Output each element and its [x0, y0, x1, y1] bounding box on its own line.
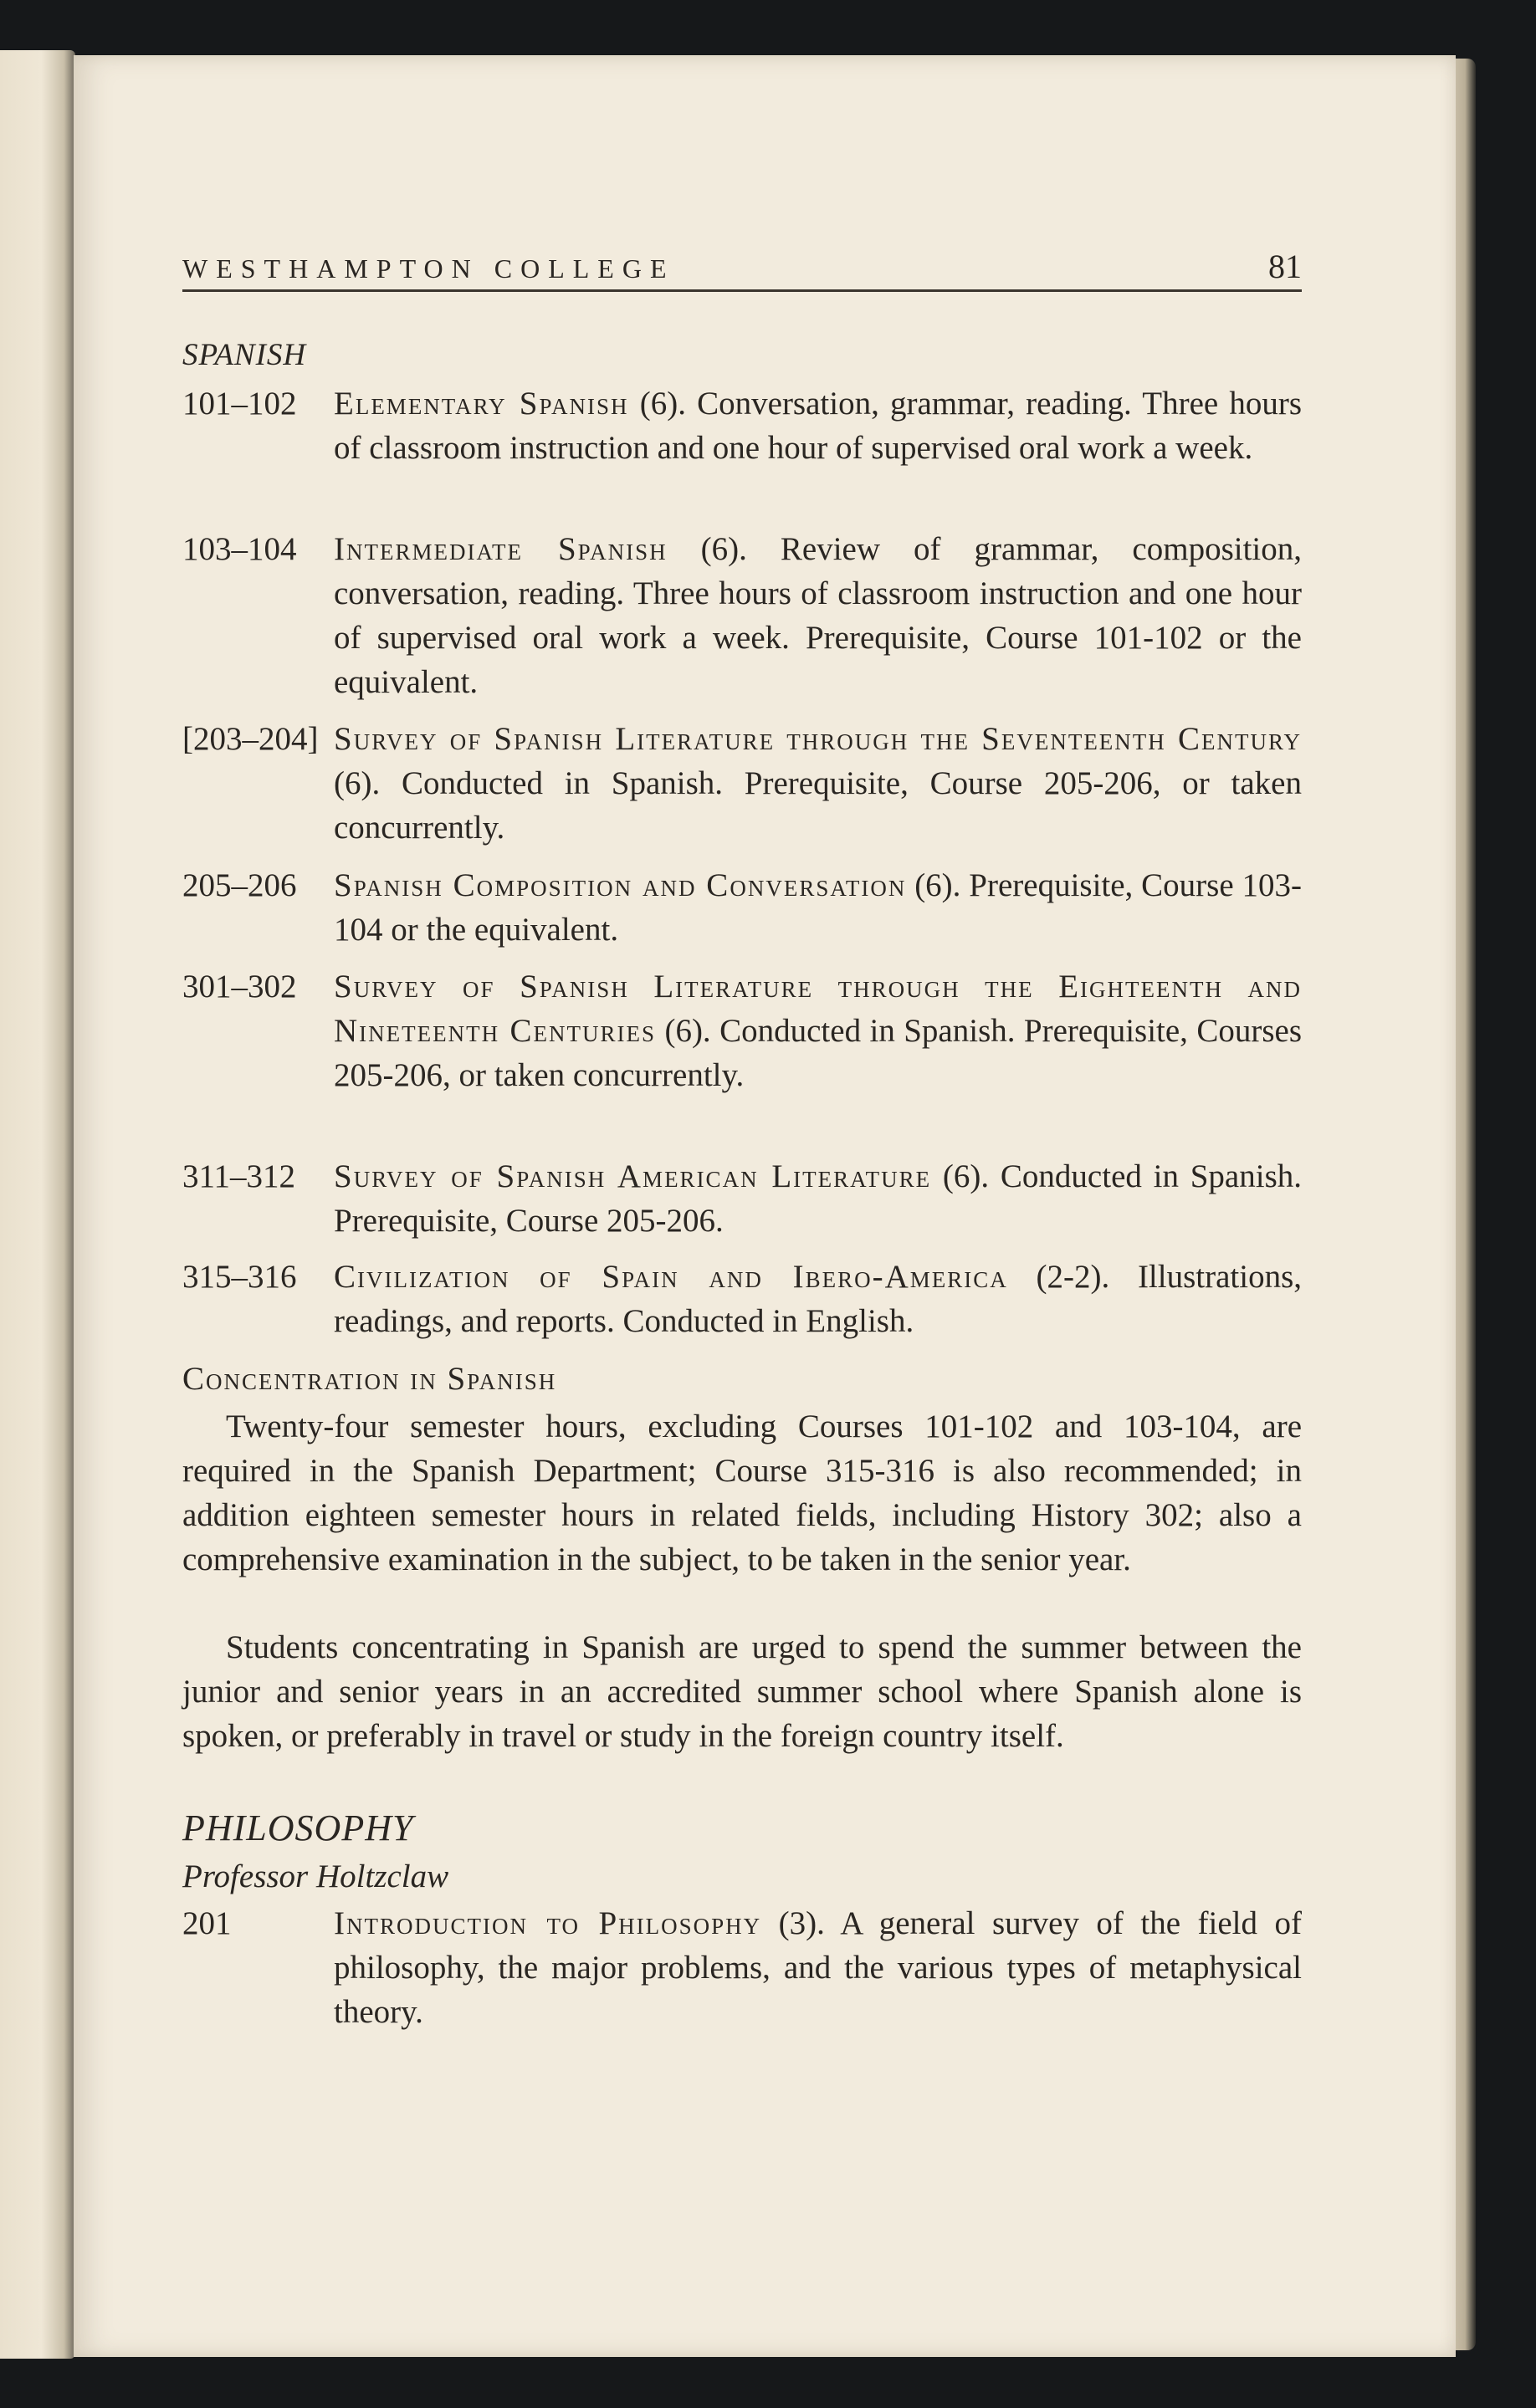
concentration-advice: Students concentrating in Spanish are urged to spend the summer between the junior and senior years in an accredited summer school where Spanish alone is spoken, or preferably in travel or study in the foreign country itself. — [182, 1629, 1302, 1754]
course-description: Conducted in Spanish. Prerequisite, Course 205-206, or taken concurrently. — [334, 765, 1302, 846]
concentration-requirements: Twenty-four semester hours, excluding Courses 101-102 and 103-104, are required in the Spanish Department; Course 315-316 is also recommended; in addition eighteen semester hours in related fields, including History 302; also a comprehensive examination in the subject, to be taken in the senior year. — [182, 1409, 1302, 1577]
professor-name: Professor Holtzclaw — [182, 1858, 449, 1894]
course-description: Illustrations, readings, and reports. Conducted in English. — [334, 1259, 1303, 1339]
course-title: Survey of Spanish Literature through the Eighteenth and Nineteenth Centuries — [334, 969, 1302, 1049]
course-credits: (3). — [778, 1905, 825, 1941]
course-title: Introduction to Philosophy — [334, 1905, 762, 1941]
course-number: 103–104 — [182, 531, 297, 567]
course-title: Elementary Spanish — [334, 386, 629, 422]
course-entry — [182, 1901, 1302, 2034]
course-number: 311–312 — [182, 1158, 296, 1194]
section-heading-philosophy: PHILOSOPHY — [182, 1807, 414, 1848]
course-title: Spanish Composition and Conversation — [334, 867, 907, 903]
running-head-title: WESTHAMPTON COLLEGE — [182, 253, 675, 284]
course-credits: (6). — [664, 1013, 711, 1049]
running-head — [182, 239, 1302, 292]
course-description: Prerequisite, Course 103-104 or the equivalent. — [334, 867, 1302, 948]
course-number: 315–316 — [182, 1259, 297, 1295]
course-description: Conversation, grammar, reading. Three hours of classroom instruction and one hour of supervised oral work a week. — [334, 386, 1303, 466]
course-number: 301–302 — [182, 969, 297, 1005]
course-number: 201 — [182, 1905, 232, 1941]
course-number: 205–206 — [182, 867, 297, 903]
course-description: Review of grammar, composition, conversation, reading. Three hours of classroom instruction and one hour of supervised oral work a week. Prerequisite, Course 101-102 or the equivalent. — [334, 531, 1302, 700]
course-description: Conducted in Spanish. Prerequisite, Courses 205-206, or taken concurrently. — [334, 1013, 1303, 1093]
course-credits: (6). — [700, 531, 747, 567]
book-page — [74, 55, 1456, 2357]
course-credits: (2-2). — [1036, 1259, 1110, 1295]
page-number: 81 — [1268, 248, 1302, 285]
course-credits: (6). — [334, 765, 381, 801]
course-entry — [182, 863, 1302, 952]
course-credits: (6). — [639, 386, 686, 422]
course-credits: (6). — [914, 867, 961, 903]
course-entry — [182, 1154, 1302, 1243]
course-entry — [182, 381, 1302, 470]
course-entry — [182, 964, 1302, 1097]
course-description: A general survey of the field of philosophy, the major problems, and the various types of metaphysical theory. — [334, 1905, 1302, 2030]
course-credits: (6). — [942, 1158, 990, 1194]
course-title: Civilization of Spain and Ibero-America — [334, 1259, 1008, 1295]
previous-page-edge — [0, 50, 75, 2359]
course-number: [203–204] — [182, 721, 319, 757]
course-entry — [182, 1255, 1302, 1343]
course-title: Survey of Spanish Literature through the Seventeenth Century — [334, 721, 1302, 757]
course-number: 101–102 — [182, 386, 297, 422]
course-entry — [182, 527, 1302, 704]
course-title: Survey of Spanish American Literature — [334, 1158, 932, 1194]
course-title: Intermediate Spanish — [334, 531, 668, 567]
course-description: Conducted in Spanish. Prerequisite, Course 205-206. — [334, 1158, 1302, 1239]
section-heading-spanish: SPANISH — [182, 338, 307, 372]
concentration-heading: Concentration in Spanish — [182, 1361, 557, 1397]
course-entry — [182, 717, 1302, 850]
